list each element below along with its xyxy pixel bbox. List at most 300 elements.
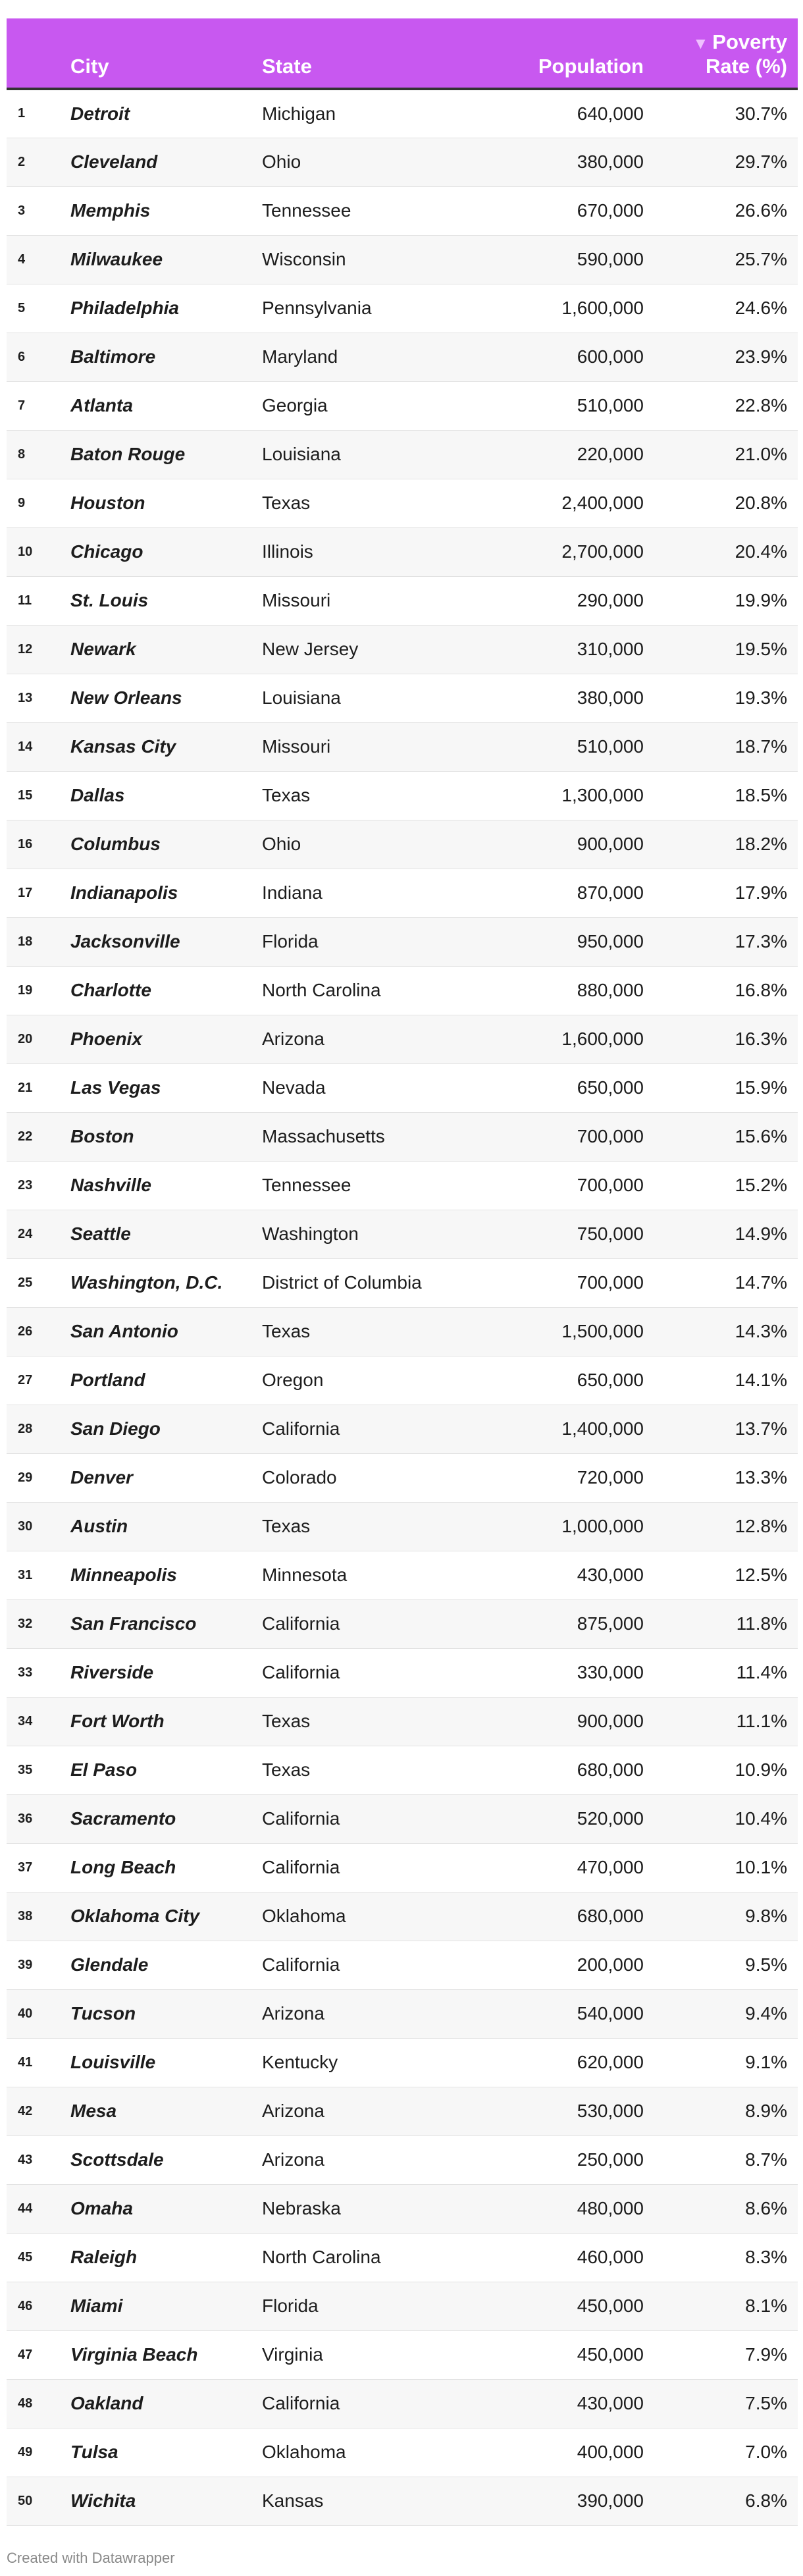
rank-cell: 37: [7, 1843, 70, 1892]
poverty-rate-cell: 9.8%: [644, 1892, 798, 1941]
table-row: [7, 1453, 798, 1502]
poverty-rate-cell: 11.1%: [644, 1697, 798, 1746]
population-cell: 650,000: [459, 1063, 644, 1112]
poverty-rate-cell: 23.9%: [644, 333, 798, 381]
table-row: [7, 1941, 798, 1989]
city-cell: Cleveland: [70, 138, 262, 186]
rank-cell: 31: [7, 1551, 70, 1599]
table-row: [7, 1356, 798, 1405]
poverty-rate-cell: 12.5%: [644, 1551, 798, 1599]
city-cell: Las Vegas: [70, 1063, 262, 1112]
population-cell: 450,000: [459, 2330, 644, 2379]
state-cell: California: [262, 1599, 459, 1648]
population-cell: 870,000: [459, 869, 644, 917]
table-row: [7, 1892, 798, 1941]
city-cell: Phoenix: [70, 1015, 262, 1063]
city-cell: Fort Worth: [70, 1697, 262, 1746]
table-body: [7, 89, 798, 2525]
poverty-rate-cell: 13.3%: [644, 1453, 798, 1502]
rank-cell: 42: [7, 2087, 70, 2135]
poverty-rate-cell: 20.8%: [644, 479, 798, 527]
population-cell: 620,000: [459, 2038, 644, 2087]
rank-cell: 21: [7, 1063, 70, 1112]
city-cell: Atlanta: [70, 381, 262, 430]
population-cell: 1,000,000: [459, 1502, 644, 1551]
city-cell: Memphis: [70, 186, 262, 235]
rank-cell: 3: [7, 186, 70, 235]
state-cell: Kansas: [262, 2477, 459, 2525]
table-row: [7, 381, 798, 430]
table-row: [7, 138, 798, 186]
data-table: [7, 18, 798, 2526]
table-row: [7, 1258, 798, 1307]
state-cell: Louisiana: [262, 674, 459, 722]
rank-cell: 38: [7, 1892, 70, 1941]
rank-cell: 26: [7, 1307, 70, 1356]
population-cell: 430,000: [459, 2379, 644, 2428]
table-row: [7, 1599, 798, 1648]
table-row: [7, 430, 798, 479]
table-row: [7, 576, 798, 625]
state-cell: New Jersey: [262, 625, 459, 674]
rank-cell: 44: [7, 2184, 70, 2233]
rank-cell: 50: [7, 2477, 70, 2525]
header-rank: [7, 18, 70, 89]
rank-cell: 17: [7, 869, 70, 917]
table-row: [7, 1843, 798, 1892]
population-cell: 1,600,000: [459, 1015, 644, 1063]
poverty-rate-cell: 22.8%: [644, 381, 798, 430]
rank-cell: 2: [7, 138, 70, 186]
rank-cell: 24: [7, 1210, 70, 1258]
table-row: [7, 2233, 798, 2282]
rank-cell: 16: [7, 820, 70, 869]
city-cell: El Paso: [70, 1746, 262, 1794]
population-cell: 290,000: [459, 576, 644, 625]
population-cell: 250,000: [459, 2135, 644, 2184]
header-population-label: Population: [538, 54, 644, 78]
state-cell: North Carolina: [262, 2233, 459, 2282]
state-cell: Wisconsin: [262, 235, 459, 284]
rank-cell: 9: [7, 479, 70, 527]
population-cell: 590,000: [459, 235, 644, 284]
table-row: [7, 479, 798, 527]
city-cell: Portland: [70, 1356, 262, 1405]
rank-cell: 18: [7, 917, 70, 966]
datawrapper-credit: Created with Datawrapper: [7, 2550, 175, 2566]
population-cell: 540,000: [459, 1989, 644, 2038]
table-row: [7, 1502, 798, 1551]
state-cell: Tennessee: [262, 186, 459, 235]
state-cell: Texas: [262, 479, 459, 527]
rank-cell: 10: [7, 527, 70, 576]
state-cell: Virginia: [262, 2330, 459, 2379]
poverty-rate-cell: 11.8%: [644, 1599, 798, 1648]
poverty-rate-cell: 8.3%: [644, 2233, 798, 2282]
state-cell: Maryland: [262, 333, 459, 381]
poverty-rate-cell: 7.5%: [644, 2379, 798, 2428]
table-row: [7, 625, 798, 674]
population-cell: 2,700,000: [459, 527, 644, 576]
state-cell: Pennsylvania: [262, 284, 459, 333]
poverty-rate-cell: 25.7%: [644, 235, 798, 284]
state-cell: Ohio: [262, 820, 459, 869]
population-cell: 310,000: [459, 625, 644, 674]
population-cell: 510,000: [459, 381, 644, 430]
rank-cell: 4: [7, 235, 70, 284]
population-cell: 880,000: [459, 966, 644, 1015]
poverty-rate-cell: 14.1%: [644, 1356, 798, 1405]
population-cell: 470,000: [459, 1843, 644, 1892]
population-cell: 460,000: [459, 2233, 644, 2282]
rank-cell: 25: [7, 1258, 70, 1307]
rank-cell: 27: [7, 1356, 70, 1405]
state-cell: Kentucky: [262, 2038, 459, 2087]
rank-cell: 48: [7, 2379, 70, 2428]
city-cell: San Antonio: [70, 1307, 262, 1356]
city-cell: Riverside: [70, 1648, 262, 1697]
state-cell: Arizona: [262, 1015, 459, 1063]
city-cell: Tucson: [70, 1989, 262, 2038]
city-cell: Washington, D.C.: [70, 1258, 262, 1307]
population-cell: 200,000: [459, 1941, 644, 1989]
population-cell: 520,000: [459, 1794, 644, 1843]
poverty-rate-cell: 30.7%: [644, 89, 798, 138]
poverty-rate-cell: 15.6%: [644, 1112, 798, 1161]
city-cell: Mesa: [70, 2087, 262, 2135]
state-cell: California: [262, 1843, 459, 1892]
table-row: [7, 1989, 798, 2038]
header-poverty-label-line1: Poverty: [712, 30, 787, 53]
state-cell: Arizona: [262, 2087, 459, 2135]
population-cell: 900,000: [459, 820, 644, 869]
table-row: [7, 1551, 798, 1599]
state-cell: Florida: [262, 917, 459, 966]
rank-cell: 35: [7, 1746, 70, 1794]
table-row: [7, 527, 798, 576]
table-row: [7, 1746, 798, 1794]
city-cell: Tulsa: [70, 2428, 262, 2477]
table-row: [7, 1161, 798, 1210]
table-row: [7, 2038, 798, 2087]
poverty-rate-cell: 9.5%: [644, 1941, 798, 1989]
city-cell: Boston: [70, 1112, 262, 1161]
state-cell: Oklahoma: [262, 2428, 459, 2477]
poverty-rate-cell: 8.1%: [644, 2282, 798, 2330]
state-cell: Missouri: [262, 576, 459, 625]
poverty-rate-cell: 17.3%: [644, 917, 798, 966]
rank-cell: 39: [7, 1941, 70, 1989]
poverty-rate-cell: 15.2%: [644, 1161, 798, 1210]
population-cell: 750,000: [459, 1210, 644, 1258]
population-cell: 1,400,000: [459, 1405, 644, 1453]
poverty-rate-cell: 18.7%: [644, 722, 798, 771]
rank-cell: 23: [7, 1161, 70, 1210]
state-cell: California: [262, 1648, 459, 1697]
state-cell: North Carolina: [262, 966, 459, 1015]
table-row: [7, 1697, 798, 1746]
poverty-rate-cell: 14.7%: [644, 1258, 798, 1307]
population-cell: 2,400,000: [459, 479, 644, 527]
population-cell: 600,000: [459, 333, 644, 381]
population-cell: 330,000: [459, 1648, 644, 1697]
state-cell: Colorado: [262, 1453, 459, 1502]
state-cell: Arizona: [262, 1989, 459, 2038]
state-cell: Texas: [262, 1697, 459, 1746]
table-row: [7, 284, 798, 333]
city-cell: Minneapolis: [70, 1551, 262, 1599]
rank-cell: 43: [7, 2135, 70, 2184]
population-cell: 380,000: [459, 138, 644, 186]
poverty-rate-cell: 10.4%: [644, 1794, 798, 1843]
rank-cell: 7: [7, 381, 70, 430]
poverty-rate-cell: 14.3%: [644, 1307, 798, 1356]
population-cell: 670,000: [459, 186, 644, 235]
population-cell: 680,000: [459, 1892, 644, 1941]
state-cell: Washington: [262, 1210, 459, 1258]
rank-cell: 46: [7, 2282, 70, 2330]
city-cell: Newark: [70, 625, 262, 674]
table-row: [7, 2428, 798, 2477]
city-cell: Milwaukee: [70, 235, 262, 284]
population-cell: 680,000: [459, 1746, 644, 1794]
rank-cell: 41: [7, 2038, 70, 2087]
city-cell: Denver: [70, 1453, 262, 1502]
table-row: [7, 186, 798, 235]
state-cell: California: [262, 1794, 459, 1843]
poverty-rate-cell: 8.6%: [644, 2184, 798, 2233]
state-cell: District of Columbia: [262, 1258, 459, 1307]
population-cell: 700,000: [459, 1258, 644, 1307]
rank-cell: 13: [7, 674, 70, 722]
rank-cell: 20: [7, 1015, 70, 1063]
poverty-rate-cell: 17.9%: [644, 869, 798, 917]
poverty-rate-cell: 24.6%: [644, 284, 798, 333]
rank-cell: 1: [7, 89, 70, 138]
rank-cell: 8: [7, 430, 70, 479]
state-cell: Ohio: [262, 138, 459, 186]
state-cell: Georgia: [262, 381, 459, 430]
header-city[interactable]: [70, 18, 262, 89]
city-cell: Sacramento: [70, 1794, 262, 1843]
state-cell: Louisiana: [262, 430, 459, 479]
city-cell: Wichita: [70, 2477, 262, 2525]
header-row: [7, 18, 798, 89]
population-cell: 640,000: [459, 89, 644, 138]
header-poverty-label-line2: Rate (%): [705, 54, 787, 78]
rank-cell: 19: [7, 966, 70, 1015]
rank-cell: 33: [7, 1648, 70, 1697]
population-cell: 1,300,000: [459, 771, 644, 820]
poverty-rate-cell: 21.0%: [644, 430, 798, 479]
state-cell: Michigan: [262, 89, 459, 138]
rank-cell: 47: [7, 2330, 70, 2379]
population-cell: 390,000: [459, 2477, 644, 2525]
state-cell: California: [262, 2379, 459, 2428]
rank-cell: 12: [7, 625, 70, 674]
poverty-rate-cell: 26.6%: [644, 186, 798, 235]
rank-cell: 15: [7, 771, 70, 820]
rank-cell: 6: [7, 333, 70, 381]
table-row: [7, 1405, 798, 1453]
state-cell: Texas: [262, 1746, 459, 1794]
poverty-rate-cell: 9.4%: [644, 1989, 798, 2038]
rank-cell: 45: [7, 2233, 70, 2282]
state-cell: California: [262, 1405, 459, 1453]
city-cell: Miami: [70, 2282, 262, 2330]
state-cell: Florida: [262, 2282, 459, 2330]
table-row: [7, 1112, 798, 1161]
state-cell: Nevada: [262, 1063, 459, 1112]
state-cell: Minnesota: [262, 1551, 459, 1599]
rank-cell: 28: [7, 1405, 70, 1453]
table-row: [7, 2282, 798, 2330]
poverty-rate-cell: 15.9%: [644, 1063, 798, 1112]
poverty-rate-cell: 19.5%: [644, 625, 798, 674]
population-cell: 650,000: [459, 1356, 644, 1405]
city-cell: Raleigh: [70, 2233, 262, 2282]
rank-cell: 36: [7, 1794, 70, 1843]
header-city-label: City: [70, 54, 109, 78]
rank-cell: 32: [7, 1599, 70, 1648]
poverty-rate-cell: 7.0%: [644, 2428, 798, 2477]
city-cell: Baltimore: [70, 333, 262, 381]
state-cell: Missouri: [262, 722, 459, 771]
sort-descending-icon: ▼: [692, 34, 709, 53]
population-cell: 450,000: [459, 2282, 644, 2330]
population-cell: 700,000: [459, 1112, 644, 1161]
city-cell: Long Beach: [70, 1843, 262, 1892]
city-cell: San Diego: [70, 1405, 262, 1453]
city-cell: San Francisco: [70, 1599, 262, 1648]
city-cell: Nashville: [70, 1161, 262, 1210]
population-cell: 400,000: [459, 2428, 644, 2477]
table-row: [7, 2184, 798, 2233]
city-cell: Dallas: [70, 771, 262, 820]
state-cell: Texas: [262, 1307, 459, 1356]
poverty-rate-cell: 29.7%: [644, 138, 798, 186]
poverty-rate-cell: 19.9%: [644, 576, 798, 625]
rank-cell: 34: [7, 1697, 70, 1746]
table-row: [7, 1648, 798, 1697]
header-population[interactable]: [459, 18, 644, 89]
poverty-rate-cell: 9.1%: [644, 2038, 798, 2087]
table-row: [7, 820, 798, 869]
poverty-rate-cell: 6.8%: [644, 2477, 798, 2525]
city-cell: Oklahoma City: [70, 1892, 262, 1941]
population-cell: 950,000: [459, 917, 644, 966]
city-cell: Virginia Beach: [70, 2330, 262, 2379]
poverty-rate-cell: 11.4%: [644, 1648, 798, 1697]
poverty-rate-cell: 10.9%: [644, 1746, 798, 1794]
state-cell: Indiana: [262, 869, 459, 917]
city-cell: New Orleans: [70, 674, 262, 722]
table-row: [7, 869, 798, 917]
state-cell: Tennessee: [262, 1161, 459, 1210]
state-cell: Illinois: [262, 527, 459, 576]
header-state-label: State: [262, 54, 312, 78]
poverty-rate-cell: 8.9%: [644, 2087, 798, 2135]
table-row: [7, 966, 798, 1015]
rank-cell: 11: [7, 576, 70, 625]
city-cell: Scottsdale: [70, 2135, 262, 2184]
table-row: [7, 2135, 798, 2184]
table-row: [7, 771, 798, 820]
population-cell: 480,000: [459, 2184, 644, 2233]
population-cell: 1,500,000: [459, 1307, 644, 1356]
population-cell: 510,000: [459, 722, 644, 771]
state-cell: Texas: [262, 1502, 459, 1551]
state-cell: Oklahoma: [262, 1892, 459, 1941]
rank-cell: 29: [7, 1453, 70, 1502]
table-row: [7, 722, 798, 771]
state-cell: Arizona: [262, 2135, 459, 2184]
poverty-rate-cell: 8.7%: [644, 2135, 798, 2184]
poverty-rate-cell: 7.9%: [644, 2330, 798, 2379]
rank-cell: 40: [7, 1989, 70, 2038]
city-cell: Baton Rouge: [70, 430, 262, 479]
rank-cell: 14: [7, 722, 70, 771]
city-cell: St. Louis: [70, 576, 262, 625]
table-row: [7, 2379, 798, 2428]
city-cell: Louisville: [70, 2038, 262, 2087]
table-row: [7, 235, 798, 284]
header-state[interactable]: [262, 18, 459, 89]
table-row: [7, 917, 798, 966]
city-cell: Charlotte: [70, 966, 262, 1015]
poverty-rate-cell: 18.2%: [644, 820, 798, 869]
population-cell: 380,000: [459, 674, 644, 722]
population-cell: 875,000: [459, 1599, 644, 1648]
table-row: [7, 2330, 798, 2379]
table-row: [7, 1794, 798, 1843]
city-cell: Houston: [70, 479, 262, 527]
population-cell: 220,000: [459, 430, 644, 479]
table-header: [7, 18, 798, 89]
table-row: [7, 674, 798, 722]
poverty-rate-cell: 16.8%: [644, 966, 798, 1015]
table-row: [7, 89, 798, 138]
state-cell: Massachusetts: [262, 1112, 459, 1161]
city-cell: Philadelphia: [70, 284, 262, 333]
city-cell: Omaha: [70, 2184, 262, 2233]
table-row: [7, 1307, 798, 1356]
poverty-rate-cell: 10.1%: [644, 1843, 798, 1892]
poverty-rate-cell: 14.9%: [644, 1210, 798, 1258]
city-cell: Chicago: [70, 527, 262, 576]
city-cell: Kansas City: [70, 722, 262, 771]
table-row: [7, 1015, 798, 1063]
table-row: [7, 1210, 798, 1258]
population-cell: 700,000: [459, 1161, 644, 1210]
city-cell: Seattle: [70, 1210, 262, 1258]
state-cell: Nebraska: [262, 2184, 459, 2233]
state-cell: California: [262, 1941, 459, 1989]
poverty-rate-cell: 18.5%: [644, 771, 798, 820]
poverty-rate-cell: 13.7%: [644, 1405, 798, 1453]
rank-cell: 22: [7, 1112, 70, 1161]
table-row: [7, 333, 798, 381]
poverty-rate-cell: 19.3%: [644, 674, 798, 722]
population-cell: 900,000: [459, 1697, 644, 1746]
city-cell: Glendale: [70, 1941, 262, 1989]
city-cell: Oakland: [70, 2379, 262, 2428]
rank-cell: 5: [7, 284, 70, 333]
header-poverty-rate[interactable]: [644, 18, 798, 89]
rank-cell: 30: [7, 1502, 70, 1551]
population-cell: 430,000: [459, 1551, 644, 1599]
population-cell: 720,000: [459, 1453, 644, 1502]
